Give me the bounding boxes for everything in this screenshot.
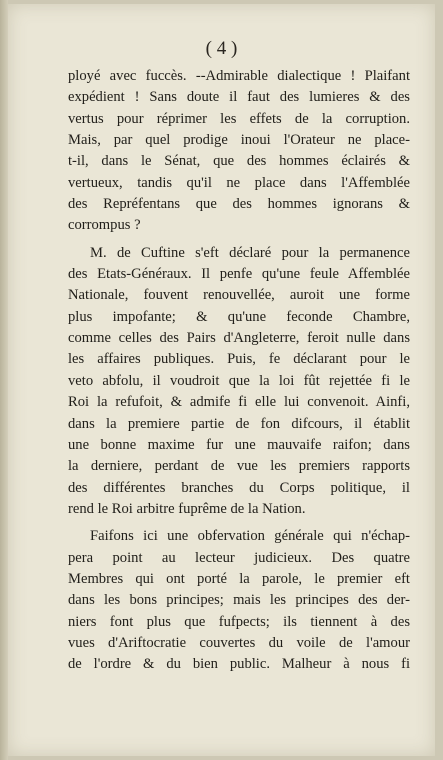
text-line: expédient ! Sans doute il faut des lumieres & des: [68, 89, 410, 106]
text-line: vues d'Ariftocratie couvertes du voile de l'amour: [68, 634, 410, 651]
paragraph: [68, 243, 410, 520]
text-line: vertueux, tandis qu'il ne place dans l'Affemblée: [68, 174, 410, 191]
text-line: corrompus ?: [68, 217, 141, 234]
paragraph: [68, 526, 410, 675]
text-line: des Repréfentans que des hommes ignorans &: [68, 196, 410, 213]
text-line: Mais, par quel prodige inoui l'Orateur ne place-: [68, 132, 410, 149]
text-line: Nationale, fouvent renouvellée, auroit une forme: [68, 287, 410, 304]
book-page: [8, 4, 435, 756]
text-line: les affaires publiques. Puis, fe déclarant pour le: [68, 351, 410, 368]
text-line: t-il, dans le Sénat, que des hommes éclairés &: [68, 153, 410, 170]
text-line: Faifons ici une obfervation générale qui n'échap-: [90, 528, 410, 545]
text-line: niers font plus que fufpects; ils tiennent à des: [68, 613, 410, 630]
text-line: la derniere, perdant de vue les premiers rapports: [68, 458, 410, 475]
text-line: pera point au lecteur judicieux. Des quatre: [68, 549, 410, 566]
text-line: M. de Cuftine s'eft déclaré pour la permanence: [90, 244, 410, 261]
text-line: dans les bons principes; mais les principes des der-: [68, 592, 410, 609]
book-spine-shadow: [0, 0, 8, 760]
text-line: veto abfolu, il voudroit que la loi fût rejettée fi le: [68, 372, 410, 389]
text-line: ployé avec fuccès. --Admirable dialectique ! Plaifant: [68, 68, 410, 84]
text-line: Membres qui ont porté la parole, le premier eft: [68, 570, 410, 587]
text-line: des différentes branches du Corps politique, il: [68, 479, 410, 496]
text-line: une bonne maxime fur une mauvaife raifon; dans: [68, 436, 410, 453]
text-line: vertus pour réprimer les effets de la corruption.: [68, 110, 410, 127]
text-line: Roi la refufoit, & admife fi elle lui convenoit. Ainfi,: [68, 394, 410, 411]
text-line: comme celles des Pairs d'Angleterre, feroit nulle dans: [68, 330, 410, 347]
text-line: des Etats-Généraux. Il penfe qu'une feule Affemblée: [68, 266, 410, 283]
body-text: [68, 66, 410, 676]
text-line: de l'ordre & du bien public. Malheur à nous fi: [68, 656, 410, 673]
paragraph: [68, 66, 410, 237]
text-line: dans la premiere partie de fon difcours, il établit: [68, 415, 410, 432]
page-number: ( 4 ): [205, 38, 238, 59]
text-line: plus impofante; & qu'une feconde Chambre,: [68, 308, 410, 325]
text-line: rend le Roi arbitre fuprême de la Nation.: [68, 500, 306, 517]
